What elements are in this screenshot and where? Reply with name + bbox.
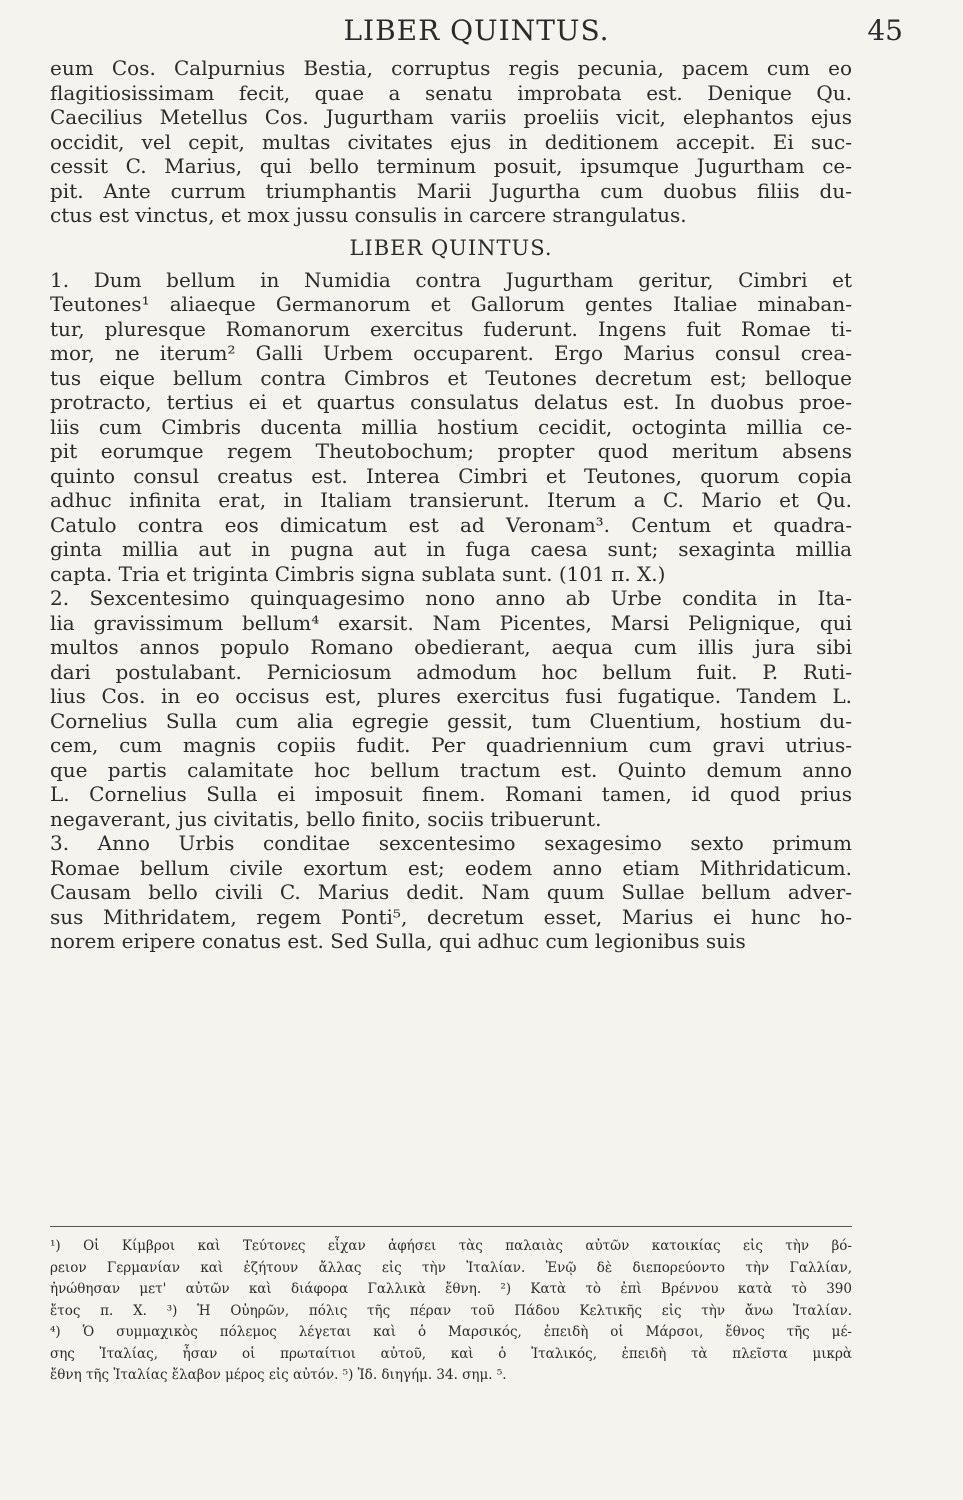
text-line: eum Cos. Calpurnius Bestia, corruptus regis pecunia, pacem cum eo (50, 56, 852, 80)
text-line: pit. Ante currum triumphantis Marii Jugurtha cum duobus filiis du- (50, 178, 852, 203)
footnote-line: ρειον Γερμανίαν καὶ ἐζήτουν ἄλλας εἰς τὴν Ἰταλίαν. Ἐνῷ δὲ διεπορεύοντο τὴν Γαλλίαν, (50, 1259, 852, 1276)
footnote-line: ἔθνη τῆς Ἰταλίας ἔλαβον μέρος εἰς αὐτόν. ⁵) Ἰδ. διηγήμ. 34. σημ. ⁵. (50, 1367, 507, 1383)
text-line: Caecilius Metellus Cos. Jugurtham variis proeliis vicit, elephantos ejus (50, 105, 852, 129)
page-number: 45 (867, 14, 903, 47)
text-line: protracto, tertius ei et quartus consulatus delatus est. In duobus proe- (50, 390, 852, 414)
text-line: Romae bellum civile exortum est; eodem anno etiam Mithridaticum. (50, 855, 852, 880)
text-line: liis cum Cimbris ducenta millia hostium cecidit, octoginta millia ce- (50, 414, 852, 439)
text-line: norem eripere conatus est. Sed Sulla, qui adhuc cum legionibus suis (50, 929, 746, 953)
text-line: Teutones¹ aliaeque Germanorum et Gallorum gentes Italiae minaban- (50, 292, 852, 316)
footnote-line: σης Ἰταλίας, ἦσαν οἱ πρωταίτιοι αὐτοῦ, καὶ ὁ Ἰταλικός, ἐπειδὴ τὰ πλεῖστα μικρὰ (50, 1345, 852, 1362)
text-line: tus eique bellum contra Cimbros et Teutones decretum est; belloque (50, 365, 852, 390)
text-line: que partis calamitate hoc bellum tractum est. Quinto demum anno (50, 757, 852, 782)
text-line: dari postulabant. Perniciosum admodum hoc bellum fuit. P. Ruti- (50, 659, 852, 684)
text-block-before (50, 56, 852, 228)
text-line: lius Cos. in eo occisus est, plures exercitus fusi fugatique. Tandem L. (50, 684, 852, 708)
text-line: ctus est vinctus, et mox jussu consulis in carcere strangulatus. (50, 203, 687, 227)
text-line: Catulo contra eos dimicatum est ad Veronam³. Centum et quadra- (50, 512, 852, 537)
running-head (50, 14, 903, 50)
text-line: flagitiosissimam fecit, quae a senatu improbata est. Denique Qu. (50, 80, 852, 105)
text-line: ginta millia aut in pugna aut in fuga caesa sunt; sexaginta millia (50, 537, 852, 561)
text-line: 3. Anno Urbis conditae sexcentesimo sexagesimo sexto primum (50, 831, 852, 855)
footnote-line: ἔτος π. Χ. ³) Ἡ Οὐηρῶν, πόλις τῆς πέραν τοῦ Πάδου Κελτικῆς εἰς τὴν ἄνω Ἰταλίαν. (50, 1302, 852, 1319)
text-line: negaverant, jus civitatis, bello finito, sociis tribuerunt. (50, 806, 602, 831)
text-line: cem, cum magnis copiis fudit. Per quadriennium cum gravi utrius- (50, 733, 852, 757)
running-title: LIBER QUINTUS. (343, 14, 610, 47)
text-line: Causam bello civili C. Marius dedit. Nam quum Sullae bellum adver- (50, 880, 852, 904)
footnote-line: ¹) Οἱ Κίμβροι καὶ Τεύτονες εἶχαν ἀφήσει τὰς παλαιὰς αὐτῶν κατοικίας εἰς τὴν βό- (50, 1238, 852, 1254)
text-line: sus Mithridatem, regem Ponti⁵, decretum esset, Marius ei hunc ho- (50, 904, 852, 929)
text-block-after (50, 268, 852, 954)
text-line: 1. Dum bellum in Numidia contra Jugurtham geritur, Cimbri et (50, 267, 852, 292)
text-line: capta. Tria et triginta Cimbris signa sublata sunt. (101 π. X.) (50, 561, 666, 586)
footnote-rule (50, 1226, 852, 1227)
footnote-line: ⁴) Ὁ συμμαχικὸς πόλεμος λέγεται καὶ ὁ Μαρσικός, ἐπειδὴ οἱ Μάρσοι, ἔθνος τῆς μέ- (50, 1324, 852, 1340)
text-line: L. Cornelius Sulla ei imposuit finem. Romani tamen, id quod prius (50, 782, 852, 806)
main-text (50, 56, 852, 954)
text-line: adhuc infinita erat, in Italiam transierunt. Iterum a C. Mario et Qu. (50, 488, 852, 512)
text-line: lia gravissimum bellum⁴ exarsit. Nam Picentes, Marsi Pelignique, qui (50, 610, 852, 635)
text-line: mor, ne iterum² Galli Urbem occuparent. Ergo Marius consul crea- (50, 341, 852, 365)
text-line: pit eorumque regem Theutobochum; propter quod meritum absens (50, 439, 852, 463)
footnote-line: ἠνώθησαν μετ' αὐτῶν καὶ διάφορα Γαλλικὰ ἔθνη. ²) Κατὰ τὸ ἐπὶ Βρέννου κατὰ τὸ 390 (50, 1281, 852, 1297)
book-heading: LIBER QUINTUS. (349, 235, 553, 260)
text-line: 2. Sexcentesimo quinquagesimo nono anno ab Urbe condita in Ita- (50, 586, 852, 610)
text-line: occidit, vel cepit, multas civitates ejus in deditionem accepit. Ei suc- (50, 129, 852, 154)
text-line: multos annos populo Romano obedierant, aequa cum illis jura sibi (50, 635, 852, 659)
text-line: cessit C. Marius, qui bello terminum posuit, ipsumque Jugurtham ce- (50, 154, 852, 178)
text-line: quinto consul creatus est. Interea Cimbri et Teutones, quorum copia (50, 463, 852, 488)
footnotes (50, 1236, 852, 1387)
text-line: Cornelius Sulla cum alia egregie gessit, tum Cluentium, hostium du- (50, 708, 852, 733)
text-line: tur, pluresque Romanorum exercitus fuderunt. Ingens fuit Romae ti- (50, 316, 852, 341)
